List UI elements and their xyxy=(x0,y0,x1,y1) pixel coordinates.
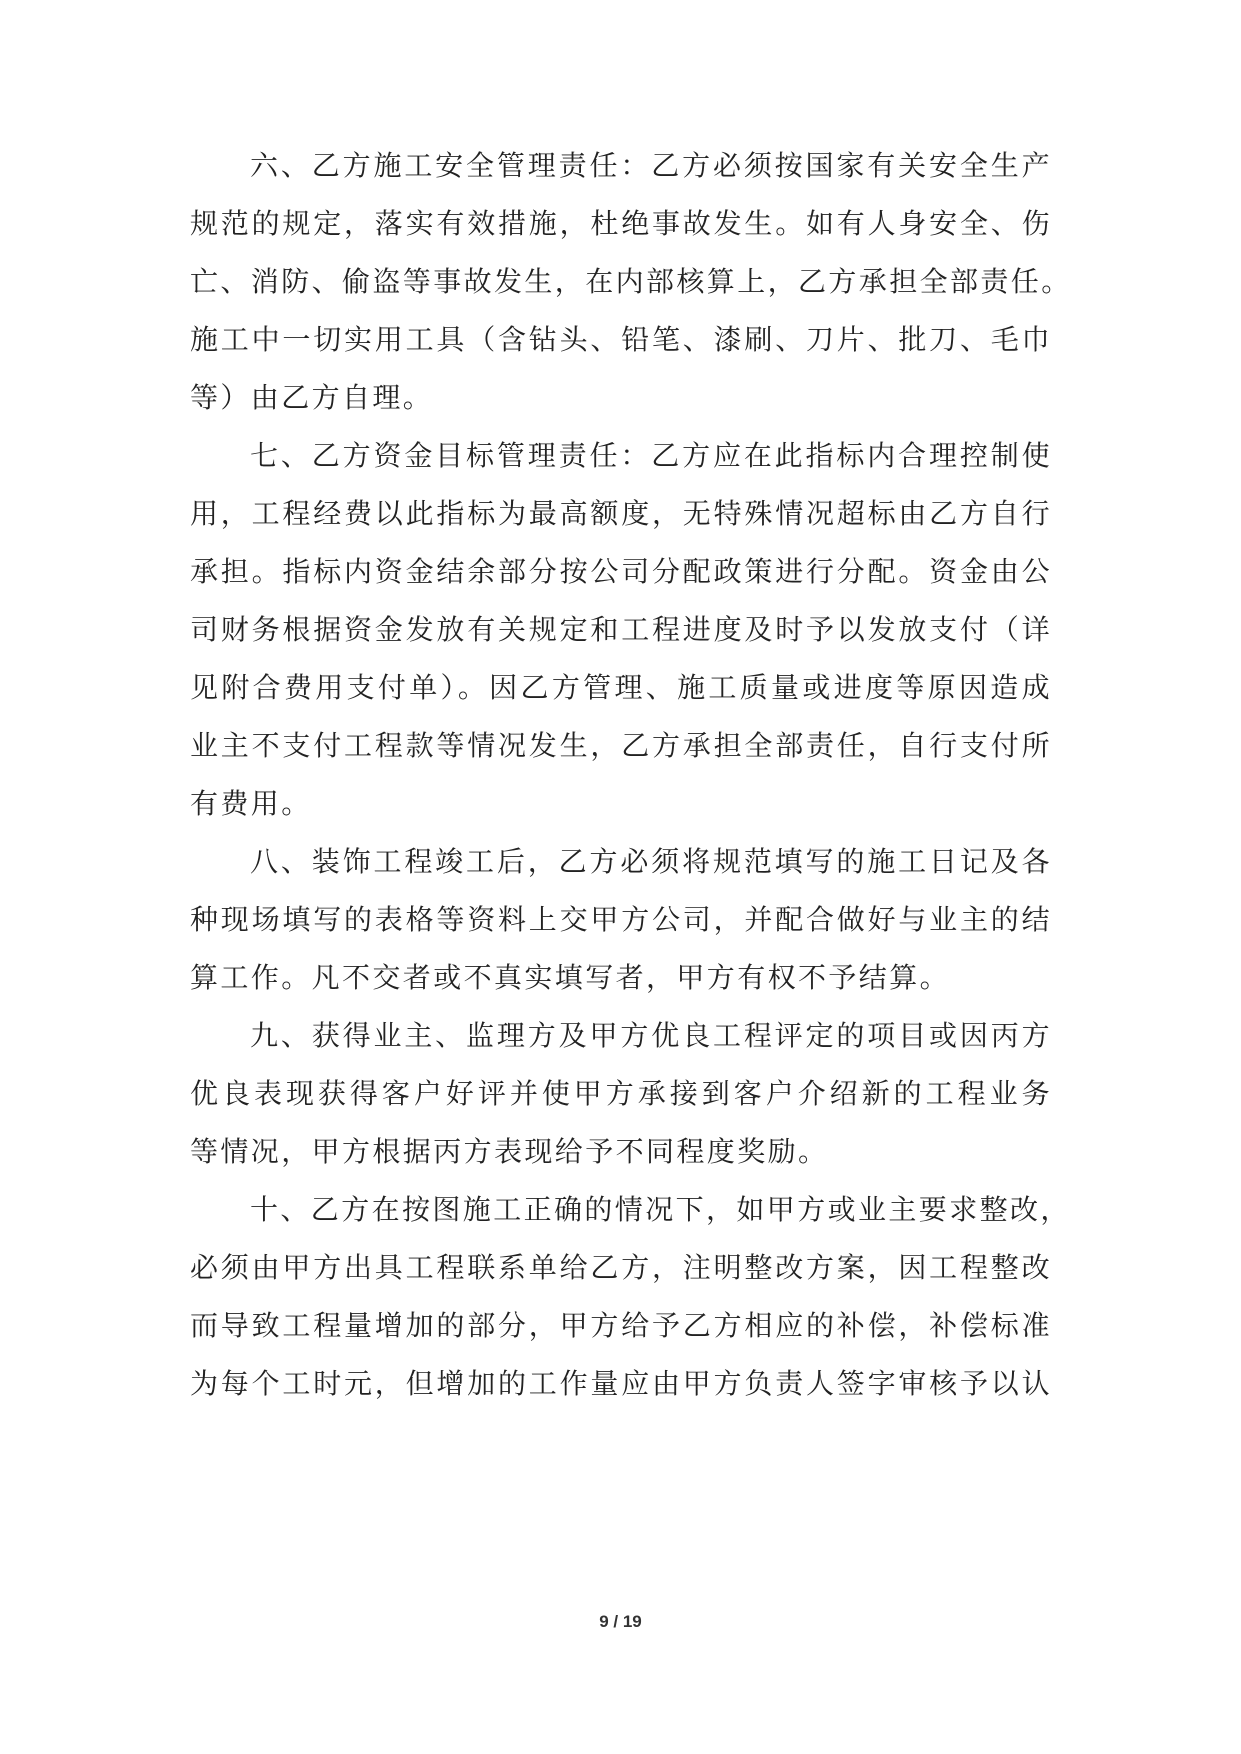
paragraph-line: 等）由乙方自理。 xyxy=(190,381,434,414)
paragraph-line: 亡、消防、偷盗等事故发生，在内部核算上，乙方承担全部责任。 xyxy=(190,265,1072,298)
paragraph-line: 有费用。 xyxy=(190,787,312,820)
paragraph-line: 规范的规定，落实有效措施，杜绝事故发生。如有人身安全、伤 xyxy=(190,207,1052,240)
paragraph-line: 为每个工时元，但增加的工作量应由甲方负责人签字审核予以认 xyxy=(190,1367,1052,1400)
paragraph-line: 司财务根据资金发放有关规定和工程进度及时予以发放支付（详 xyxy=(190,613,1052,646)
paragraph-line: 算工作。凡不交者或不真实填写者，甲方有权不予结算。 xyxy=(190,961,951,994)
paragraph-line: 施工中一切实用工具（含钻头、铅笔、漆刷、刀片、批刀、毛巾 xyxy=(190,323,1052,356)
paragraph-line: 种现场填写的表格等资料上交甲方公司，并配合做好与业主的结 xyxy=(190,903,1052,936)
paragraph-line: 承担。指标内资金结余部分按公司分配政策进行分配。资金由公 xyxy=(190,555,1052,588)
paragraph-line: 必须由甲方出具工程联系单给乙方，注明整改方案，因工程整改 xyxy=(190,1251,1052,1284)
paragraph-line: 八、装饰工程竣工后，乙方必须将规范填写的施工日记及各 xyxy=(250,845,1052,878)
paragraph-line: 业主不支付工程款等情况发生，乙方承担全部责任，自行支付所 xyxy=(190,729,1052,762)
paragraph-line: 而导致工程量增加的部分，甲方给予乙方相应的补偿，补偿标准 xyxy=(190,1309,1052,1342)
paragraph-line: 见附合费用支付单）。因乙方管理、施工质量或进度等原因造成 xyxy=(190,671,1052,704)
paragraph-line: 优良表现获得客户好评并使甲方承接到客户介绍新的工程业务 xyxy=(190,1077,1052,1110)
paragraph-line: 九、获得业主、监理方及甲方优良工程评定的项目或因丙方 xyxy=(250,1019,1052,1052)
paragraph-line: 七、乙方资金目标管理责任：乙方应在此指标内合理控制使 xyxy=(250,439,1052,472)
paragraph-line: 十、乙方在按图施工正确的情况下，如甲方或业主要求整改， xyxy=(250,1193,1071,1226)
page-number: 9 / 19 xyxy=(599,1612,642,1631)
paragraph-line: 用，工程经费以此指标为最高额度，无特殊情况超标由乙方自行 xyxy=(190,497,1052,530)
paragraph-line: 等情况，甲方根据丙方表现给予不同程度奖励。 xyxy=(190,1135,829,1168)
paragraph-line: 六、乙方施工安全管理责任：乙方必须按国家有关安全生产 xyxy=(250,149,1052,182)
